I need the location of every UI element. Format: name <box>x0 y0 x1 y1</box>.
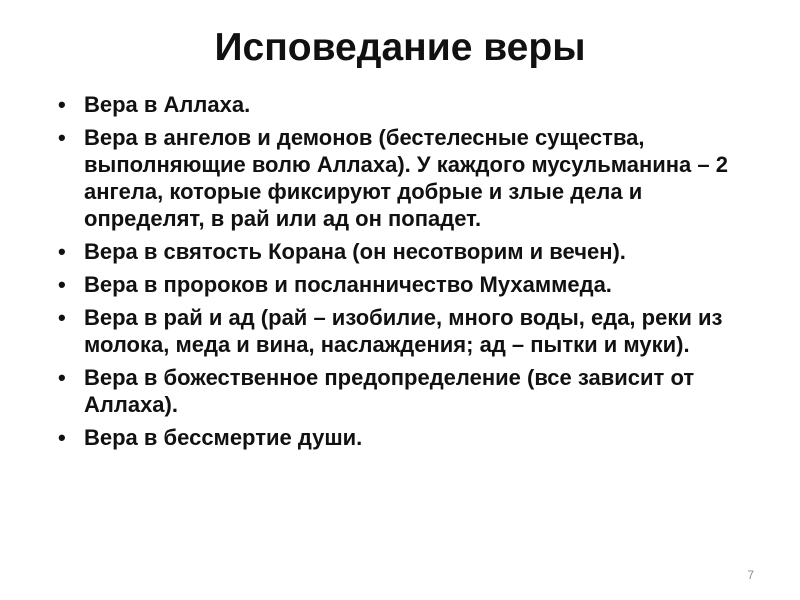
bullet-item: • Вера в Аллаха. <box>84 91 764 118</box>
page-number: 7 <box>747 568 754 582</box>
slide-title: Исповедание веры <box>214 26 586 69</box>
bullet-item: • Вера в святость Корана (он несотворим и вечен). <box>84 238 764 265</box>
bullet-item: • Вера в ангелов и демонов (бестелесные существа, выполняющие волю Аллаха). У каждого мусульманина – 2 ангела, которые фиксируют добрые и злые дела и определят, в рай или ад он попадет. <box>84 124 764 232</box>
bullet-list <box>84 91 764 457</box>
bullet-item: • Вера в пророков и посланничество Мухаммеда. <box>84 271 764 298</box>
bullet-item: • Вера в рай и ад (рай – изобилие, много воды, еда, реки из молока, меда и вина, наслаждения; ад – пытки и муки). <box>84 304 764 358</box>
bullet-item: • Вера в бессмертие души. <box>84 424 764 451</box>
bullet-item: • Вера в божественное предопределение (все зависит от Аллаха). <box>84 364 764 418</box>
